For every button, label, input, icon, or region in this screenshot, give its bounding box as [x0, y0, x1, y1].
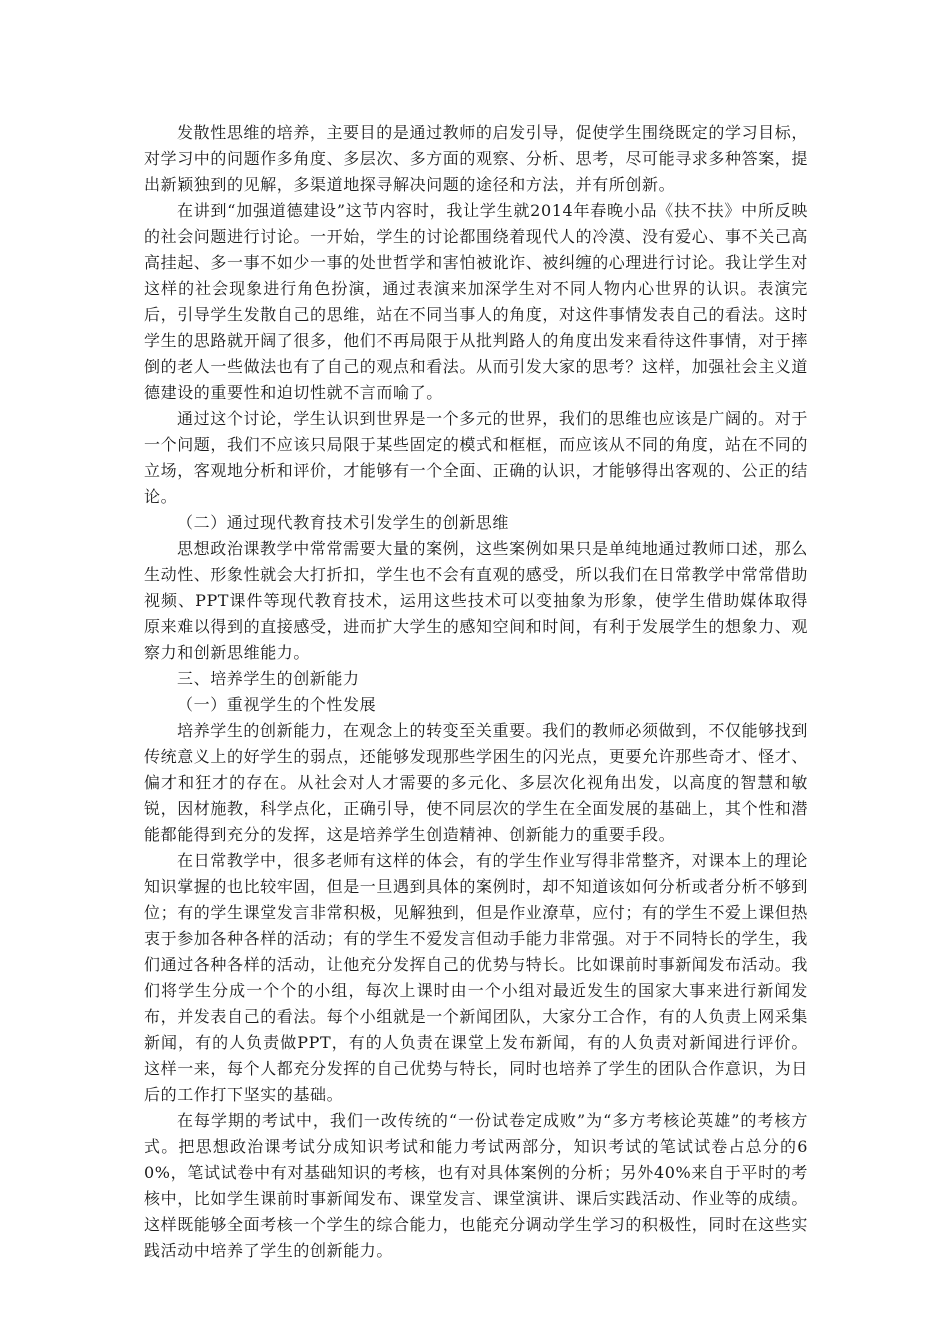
paragraph-daily-teaching: 在日常教学中，很多老师有这样的体会，有的学生作业写得非常整齐，对课本上的理论知识掌握的也比较牢固，但是一旦遇到具体的案例时，却不知道该如何分析或者分析不够到位；有的学生课堂发言非常积极，见解独到，但是作业潦草，应付；有的学生不爱上课但热衷于参加各种各样的活动；有的学生不爱发言但动手能力非常强。对于不同特长的学生，我们通过各种各样的活动，让他充分发挥自己的优势与特长。比如课前时事新闻发布活动。我们将学生分成一个个的小组，每次上课时由一个小组对最近发生的国家大事来进行新闻发布，并发表自己的看法。每个小组就是一个新闻团队，大家分工合作，有的人负责上网采集新闻，有的人负责做PPT，有的人负责在课堂上发布新闻，有的人负责对新闻进行评价。这样一来，每个人都充分发挥的自己优势与特长，同时也培养了学生的团队合作意识，为日后的工作打下坚实的基础。: [144, 851, 809, 1104]
section-heading-personality: （一）重视学生的个性发展: [177, 695, 377, 714]
paragraph-moral-construction: 在讲到“加强道德建设”这节内容时，我让学生就2014年春晚小品《扶不扶》中所反映的社会问题进行讨论。一开始，学生的讨论都围绕着现代人的冷漠、没有爱心、事不关己高高挂起、多一事不如少一事的处世哲学和害怕被讹诈、被纠缠的心理进行讨论。我让学生对这样的社会现象进行角色扮演，通过表演来加深学生对不同人物内心世界的认识。表演完后，引导学生发散自己的思维，站在不同当事人的角度，对这件事情发表自己的看法。这时学生的思路就开阔了很多，他们不再局限于从批判路人的角度出发来看待这件事情，对于摔倒的老人一些做法也有了自己的观点和看法。从而引发大家的思考？这样，加强社会主义道德建设的重要性和迫切性就不言而喻了。: [144, 201, 809, 402]
paragraph-divergent-thinking: 发散性思维的培养，主要目的是通过教师的启发引导，促使学生围绕既定的学习目标，对学习中的问题作多角度、多层次、多方面的观察、分析、思考，尽可能寻求多种答案，提出新颖独到的见解，多渠道地探寻解决问题的途径和方法，并有所创新。: [144, 123, 809, 194]
paragraph-case-teaching: 思想政治课教学中常常需要大量的案例，这些案例如果只是单纯地通过教师口述，那么生动性、形象性就会大打折扣，学生也不会有直观的感受，所以我们在日常教学中常常借助视频、PPT课件等现代教育技术，运用这些技术可以变抽象为形象，使学生借助媒体取得原来难以得到的直接感受，进而扩大学生的感知空间和时间，有利于发展学生的想象力、观察力和创新思维能力。: [144, 539, 809, 662]
paragraph-discussion-result: 通过这个讨论，学生认识到世界是一个多元的世界，我们的思维也应该是广阔的。对于一个问题，我们不应该只局限于某些固定的模式和框框，而应该从不同的角度，站在不同的立场，客观地分析和评价，才能够有一个全面、正确的认识，才能够得出客观的、公正的结论。: [144, 409, 809, 506]
section-heading-innovation-ability: 三、培养学生的创新能力: [177, 669, 360, 688]
paragraph-concept-change: 培养学生的创新能力，在观念上的转变至关重要。我们的教师必须做到，不仅能够找到传统意义上的好学生的弱点，还能够发现那些学困生的闪光点，更要允许那些奇才、怪才、偏才和狂才的存在。从社会对人才需要的多元化、多层次化视角出发，以高度的智慧和敏锐，因材施教，科学点化，正确引导，使不同层次的学生在全面发展的基础上，其个性和潜能都能得到充分的发挥，这是培养学生创造精神、创新能力的重要手段。: [144, 721, 809, 844]
section-heading-education-tech: （二）通过现代教育技术引发学生的创新思维: [177, 513, 510, 532]
document-page: [144, 120, 808, 1264]
paragraph-exam-reform: 在每学期的考试中，我们一改传统的“一份试卷定成败”为“多方考核论英雄”的考核方式。把思想政治课考试分成知识考试和能力考试两部分，知识考试的笔试试卷占总分的60%，笔试试卷中有对基础知识的考核，也有对具体案例的分析；另外40%来自于平时的考核中，比如学生课前时事新闻发布、课堂发言、课堂演讲、课后实践活动、作业等的成绩。这样既能够全面考核一个学生的综合能力，也能充分调动学生学习的积极性，同时在这些实践活动中培养了学生的创新能力。: [144, 1111, 809, 1260]
